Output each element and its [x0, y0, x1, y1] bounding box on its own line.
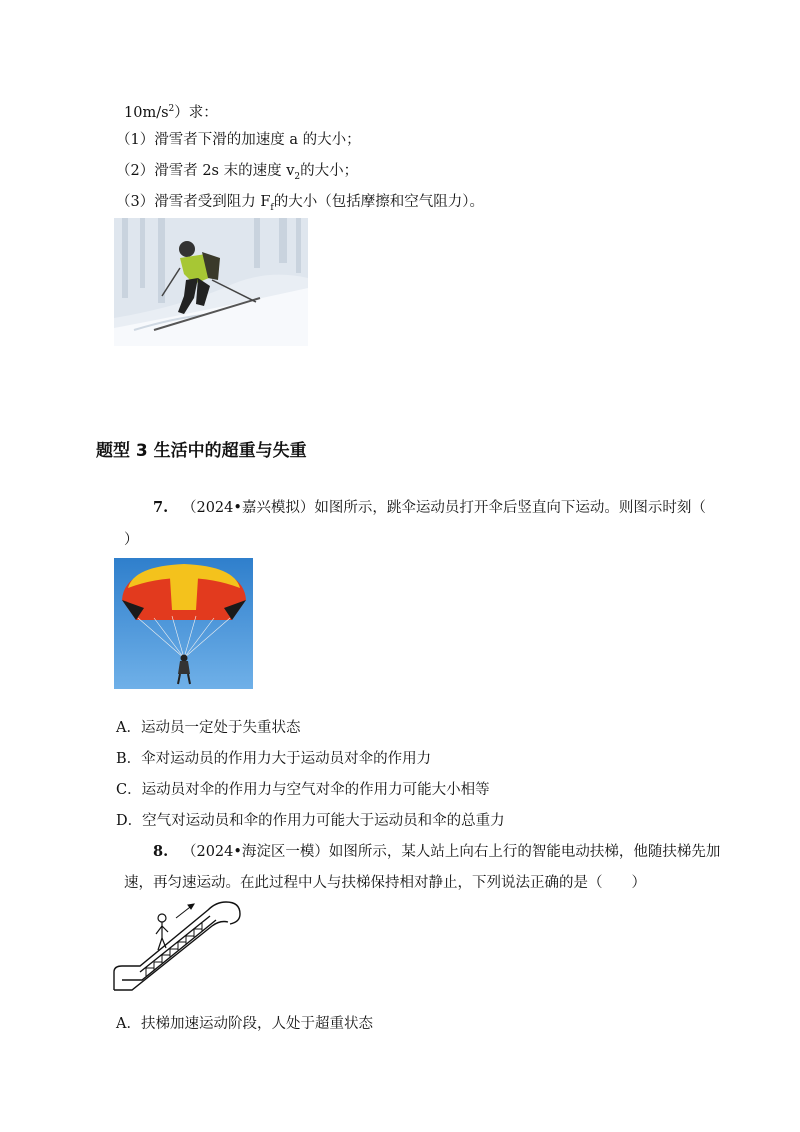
- q8-option-a: A．扶梯加速运动阶段，人处于超重状态: [116, 1016, 373, 1032]
- q7-option-a: A．运动员一定处于失重状态: [116, 720, 301, 736]
- skier-photo: [114, 218, 308, 346]
- q7-number: 7.: [153, 499, 169, 516]
- q7-option-b: B．伞对运动员的作用力大于运动员对伞的作用力: [116, 751, 432, 767]
- escalator-illustration: [112, 896, 244, 992]
- prev-question-line0: $10m/s^2$）求：: [124, 104, 218, 121]
- prev-subquestion-3: （3）滑雪者受到阻力 $F_f$的大小（包括摩擦和空气阻力）。: [116, 194, 484, 213]
- q8-line1: 8. （2024•海淀区一模）如图所示，某人站上向右上行的智能电动扶梯，他随扶梯先加: [153, 843, 721, 860]
- q8-line2: 速，再匀速运动。在此过程中人与扶梯保持相对静止，下列说法正确的是（ ）: [124, 875, 646, 891]
- q7-line1: 7. （2024•嘉兴模拟）如图所示，跳伞运动员打开伞后竖直向下运动。则图示时刻（: [153, 499, 706, 516]
- q7-line2: ）: [124, 532, 139, 548]
- q7-option-d: D．空气对运动员和伞的作用力可能大于运动员和伞的总重力: [116, 813, 505, 829]
- q8-number: 8.: [153, 843, 169, 860]
- parachute-photo: [114, 558, 253, 689]
- prev-subquestion-2: （2）滑雪者 2s 末的速度 $v_2$的大小；: [116, 163, 359, 182]
- section-title: 题型 3 生活中的超重与失重: [96, 441, 307, 461]
- skier-illustration: [114, 218, 308, 346]
- prev-subquestion-1: （1）滑雪者下滑的加速度 a 的大小；: [116, 132, 361, 148]
- q7-option-c: C．运动员对伞的作用力与空气对伞的作用力可能大小相等: [116, 782, 490, 798]
- parachute-illustration: [114, 558, 253, 689]
- escalator-diagram: [112, 896, 244, 992]
